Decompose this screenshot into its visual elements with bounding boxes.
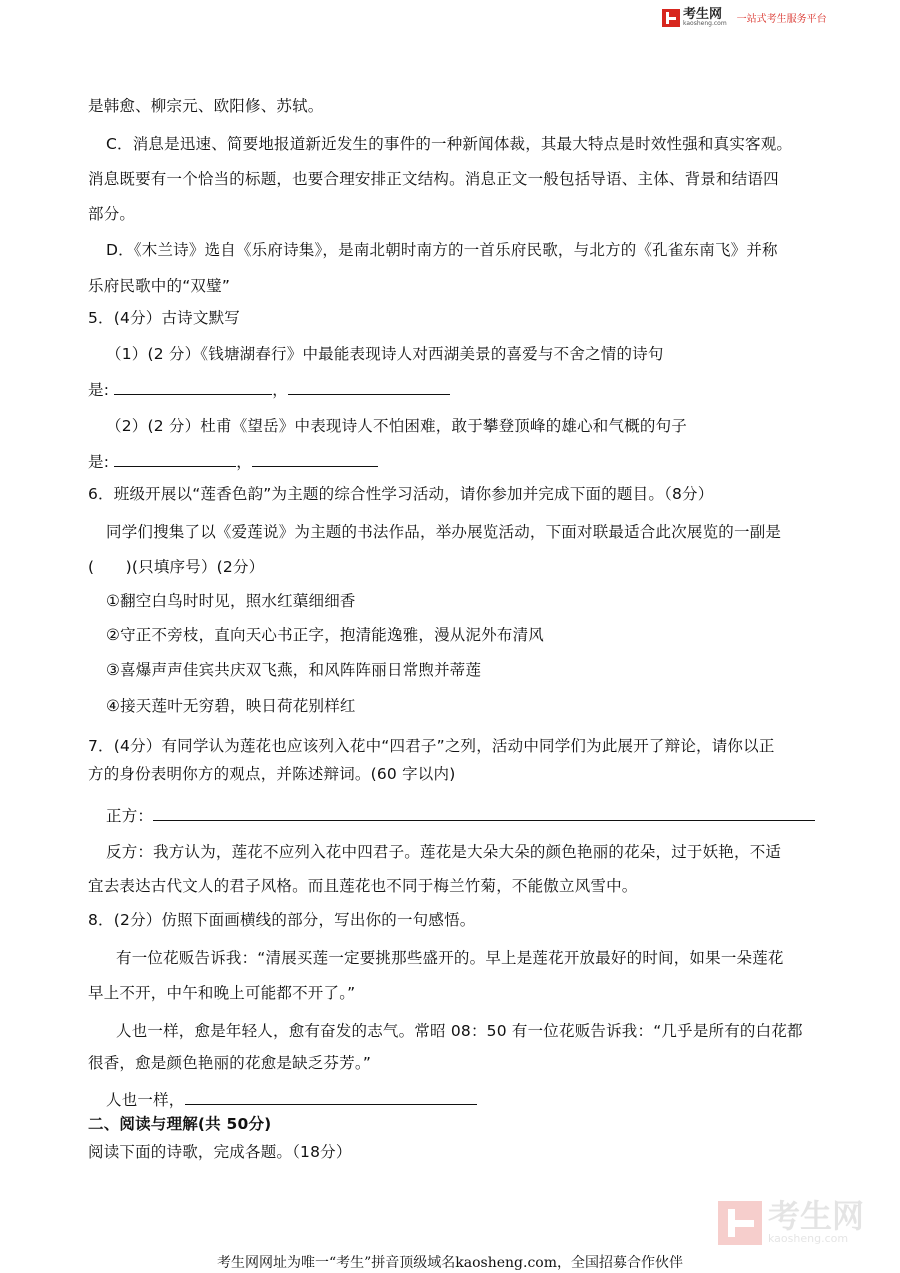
logo-brand: 考生网: [683, 7, 723, 22]
question-8-para2-line1: 人也一样，愈是年轻人，愈有奋发的志气。常昭 08：50 有一位花贩告诉我：“几乎是所有的白花都: [116, 1022, 803, 1040]
question-5-2: （2）(2 分）杜甫《望岳》中表现诗人不怕困难，敢于攀登顶峰的雄心和气概的句子: [106, 417, 687, 435]
section-2-instruction: 阅读下面的诗歌，完成各题。（18分）: [88, 1143, 352, 1161]
kaosheng-logo-icon: [662, 9, 680, 27]
option-c-line2: 消息既要有一个恰当的标题，也要合理安排正文结构。消息正文一般包括导语、主体、背景和结语四: [88, 170, 779, 188]
question-5-title: 5．(4分）古诗文默写: [88, 309, 240, 327]
separator-comma: ，: [236, 453, 252, 471]
option-d-line2: 乐府民歌中的“双璧”: [88, 277, 231, 295]
question-8-title: 8．(2分）仿照下面画横线的部分，写出你的一句感悟。: [88, 911, 476, 929]
zhengfang-line: [106, 804, 815, 826]
page-footer: 考生网网址为唯一“考生”拼音顶级域名kaosheng.com，全国招募合作伙伴: [216, 1255, 684, 1271]
answer-prefix: 是:: [88, 453, 110, 471]
watermark-logo-icon: [718, 1201, 762, 1245]
answer-blank[interactable]: [114, 450, 236, 467]
fanfang-line1: 反方：我方认为，莲花不应列入花中四君子。莲花是大朵大朵的颜色艳丽的花朵，过于妖艳，不适: [106, 843, 782, 861]
couplet-option-4: ④接天莲叶无穷碧，映日荷花别样红: [106, 697, 356, 715]
question-8-para2-line2: 很香，愈是颜色艳丽的花愈是缺乏芬芳。”: [88, 1054, 372, 1072]
text-line: 是韩愈、柳宗元、欧阳修、苏轼。: [88, 97, 324, 115]
header-logo: [662, 8, 827, 27]
header-slogan: 一站式考生服务平台: [736, 14, 827, 25]
question-5-1: （1）(2 分）《钱塘湖春行》中最能表现诗人对西湖美景的喜爱与不舍之情的诗句: [106, 345, 664, 363]
couplet-option-3: ③喜爆声声佳宾共庆双飞燕，和风阵阵丽日常煦并蒂莲: [106, 661, 482, 679]
option-d-line1: D．《木兰诗》选自《乐府诗集》，是南北朝时南方的一首乐府民歌，与北方的《孔雀东南飞》并称: [106, 241, 778, 259]
zhengfang-label: 正方：: [106, 807, 154, 825]
watermark-brand: 考生网: [768, 1197, 865, 1235]
question-6-answer-slot: ( )(只填序号）(2分）: [88, 558, 265, 576]
fanfang-line2: 宜去表达古代文人的君子风格。而且莲花也不同于梅兰竹菊，不能傲立风雪中。: [88, 877, 638, 895]
question-7-line2: 方的身份表明你方的观点，并陈述辩词。(60 字以内): [88, 765, 456, 783]
couplet-option-1: ①翻空白鸟时时见，照水红蕖细细香: [106, 592, 356, 610]
question-7-line1: 7．(4分）有同学认为莲花也应该列入花中“四君子”之列，活动中同学们为此展开了辩论，请你以正: [88, 737, 775, 755]
question-6-title: 6．班级开展以“莲香色韵”为主题的综合性学习活动，请你参加并完成下面的题目。（8分）: [88, 485, 714, 503]
question-8-answer-line: [106, 1088, 477, 1110]
question-8-para1-line1: 有一位花贩告诉我：“清展买莲一定要挑那些盛开的。早上是莲花开放最好的时间，如果一朵莲花: [116, 949, 784, 967]
logo-brand-en: kaosheng.com: [683, 20, 727, 27]
option-c-line3: 部分。: [88, 205, 136, 223]
answer-prefix: 人也一样，: [106, 1091, 185, 1109]
couplet-option-2: ②守正不旁枝，直向天心书正字，抱清能逸雅，漫从泥外布清风: [106, 626, 544, 644]
section-2-heading: 二、阅读与理解(共 50分): [88, 1115, 272, 1133]
answer-line-5-2: [88, 450, 378, 472]
answer-prefix: 是:: [88, 381, 110, 399]
watermark: [718, 1197, 865, 1245]
answer-line-5-1: [88, 378, 450, 400]
answer-blank[interactable]: [288, 378, 450, 395]
watermark-brand-en: kaosheng.com: [768, 1232, 849, 1245]
question-8-para1-line2: 早上不开，中午和晚上可能都不开了。”: [88, 984, 356, 1002]
option-c-line1: C．消息是迅速、简要地报道新近发生的事件的一种新闻体裁，其最大特点是时效性强和真实客观。: [106, 135, 793, 153]
separator-comma: ，: [272, 381, 288, 399]
zhengfang-answer-blank[interactable]: [153, 804, 815, 821]
question-8-answer-blank[interactable]: [185, 1088, 477, 1105]
answer-blank[interactable]: [252, 450, 378, 467]
question-6-prompt: 同学们搜集了以《爱莲说》为主题的书法作品，举办展览活动，下面对联最适合此次展览的一副是: [106, 523, 782, 541]
answer-blank[interactable]: [114, 378, 272, 395]
